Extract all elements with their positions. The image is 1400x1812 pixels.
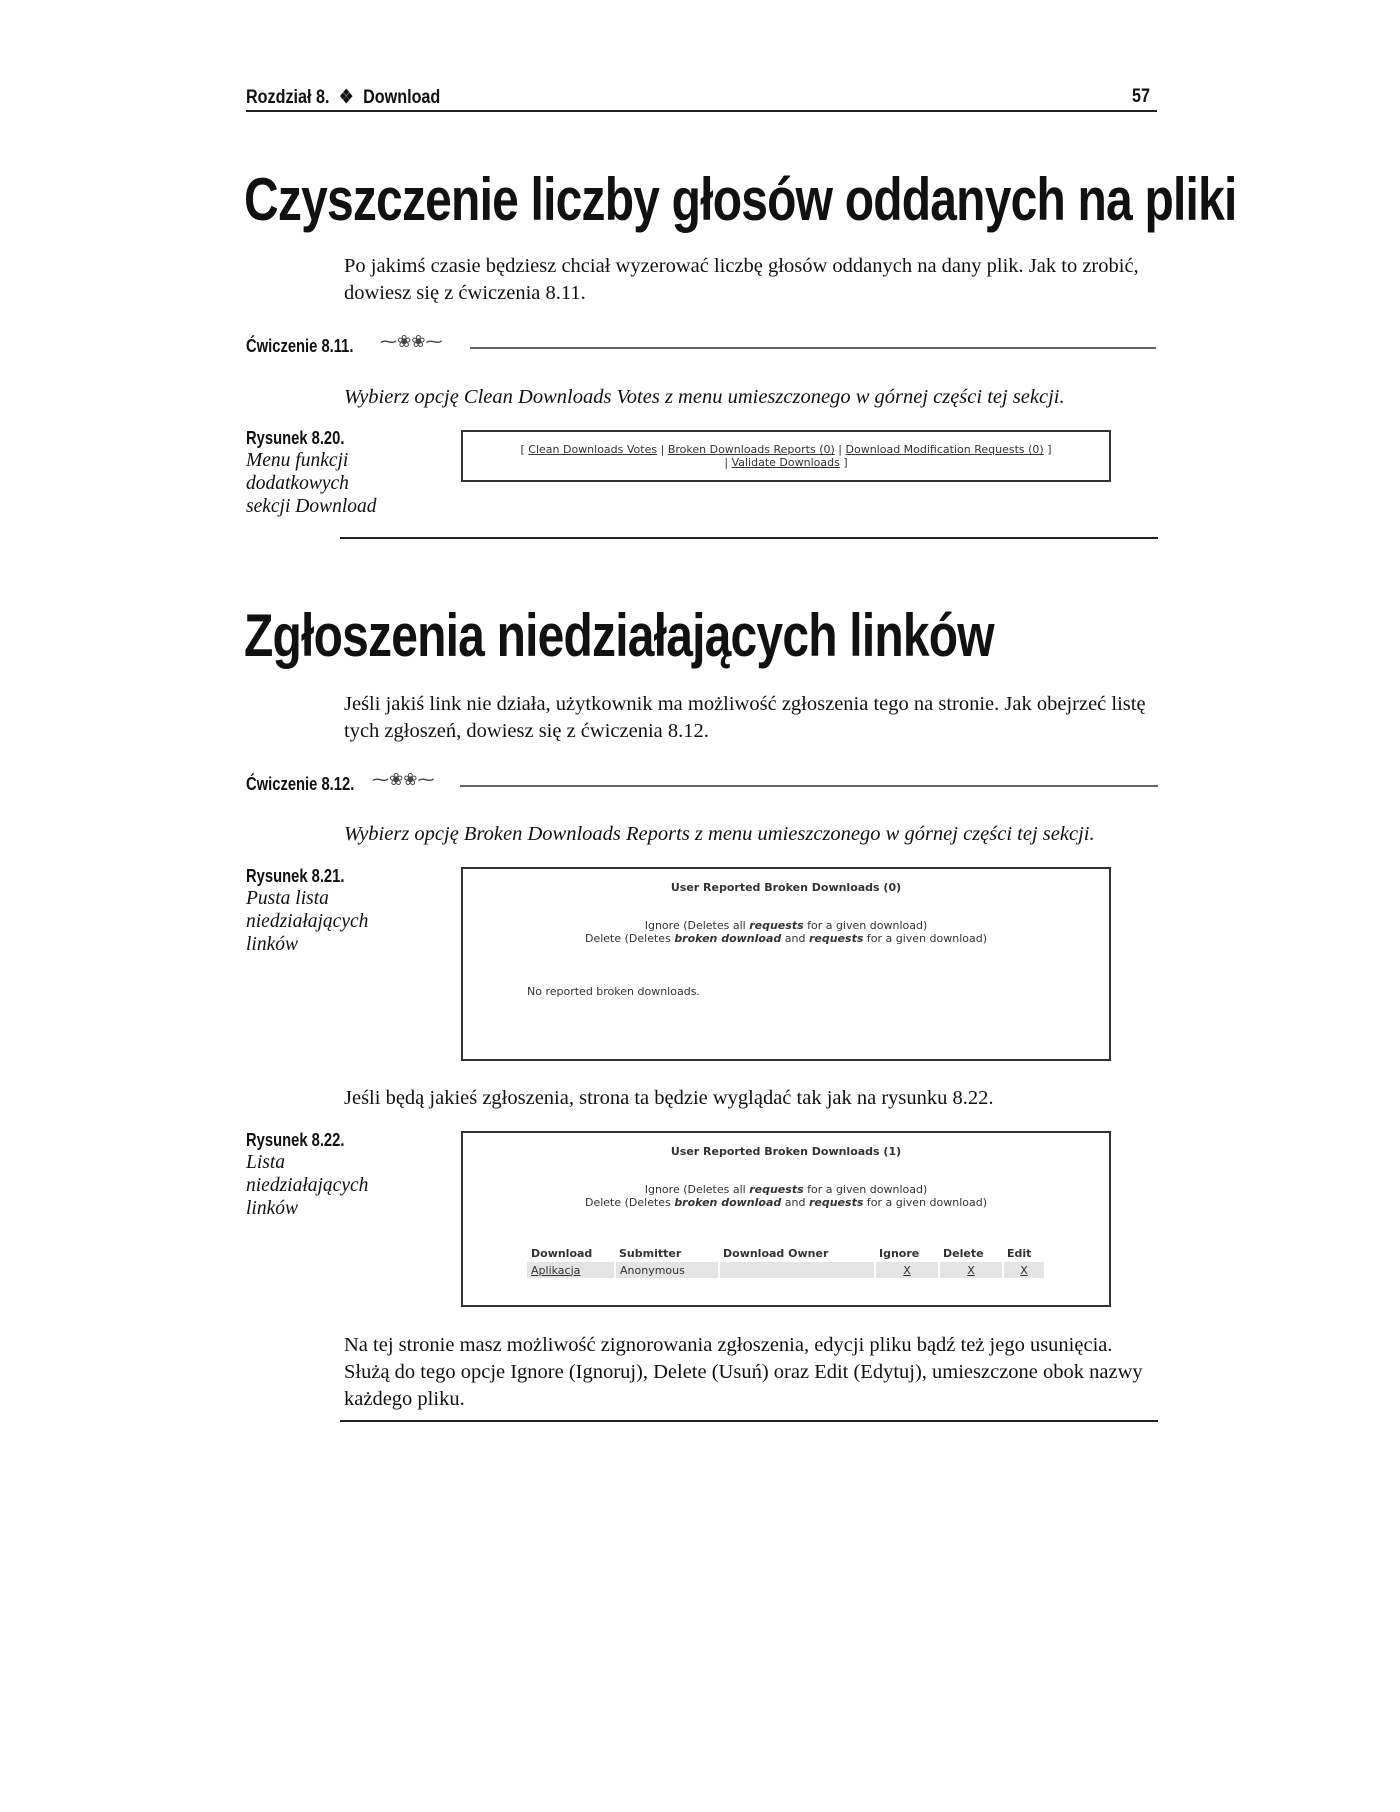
ignore-help-line: Ignore (Deletes all requests for a given download) bbox=[644, 919, 928, 932]
section-heading-broken-links: Zgłoszenia niedziałających linków bbox=[244, 602, 994, 669]
ornament-icon: ⁓❀❀⁓ bbox=[380, 332, 443, 352]
column-header-owner: Download Owner bbox=[723, 1247, 829, 1260]
edit-link[interactable]: X bbox=[1020, 1263, 1028, 1277]
column-header-edit: Edit bbox=[1007, 1247, 1032, 1260]
broken-downloads-list-screenshot bbox=[461, 1131, 1111, 1307]
intro-paragraph-votes: Po jakimś czasie będziesz chciał wyzerować liczbę głosów oddanych na dany plik. Jak to zrobić, dowiesz się z ćwiczenia 8.11. bbox=[344, 255, 1139, 304]
section-divider bbox=[340, 537, 1158, 539]
exercise-label-8-12: Ćwiczenie 8.12. bbox=[246, 774, 355, 794]
figure-caption: Pusta lista niedziałających linków bbox=[246, 888, 369, 955]
exercise-text-8-11: Wybierz opcję Clean Downloads Votes z menu umieszczonego w górnej części tej sekcji. bbox=[344, 386, 1065, 408]
section-label: Download bbox=[363, 87, 441, 108]
exercise-rule bbox=[460, 785, 1158, 787]
figure-number: Rysunek 8.21. bbox=[246, 866, 345, 886]
figure-label-8-20 bbox=[246, 428, 396, 518]
figure-caption: Lista niedziałających linków bbox=[246, 1152, 369, 1219]
between-paragraph: Jeśli będą jakieś zgłoszenia, strona ta będzie wyglądać tak jak na rysunku 8.22. bbox=[344, 1087, 994, 1109]
table-row bbox=[527, 1262, 1045, 1278]
broken-downloads-table bbox=[527, 1245, 1046, 1278]
owner-cell bbox=[719, 1262, 875, 1278]
ornament-icon: ⁓❀❀⁓ bbox=[372, 770, 435, 790]
menu-validate-downloads[interactable]: Validate Downloads bbox=[731, 456, 840, 469]
closing-paragraph: Na tej stronie masz możliwość zignorowania zgłoszenia, edycji pliku bądź też jego usunięcia. Służą do tego opcje Ignore (Ignoruj), Delete (Usuń) oraz Edit (Edytuj), umieszczone obok nazwy każdego pliku. bbox=[344, 1334, 1143, 1410]
section-heading-votes: Czyszczenie liczby głosów oddanych na pliki bbox=[244, 166, 1237, 233]
intro-paragraph-broken: Jeśli jakiś link nie działa, użytkownik ma możliwość zgłoszenia tego na stronie. Jak obejrzeć listę tych zgłoszeń, dowiesz się z ćwiczenia 8.12. bbox=[344, 693, 1146, 742]
empty-list-message: No reported broken downloads. bbox=[527, 985, 700, 998]
ignore-help-line: Ignore (Deletes all requests for a given download) bbox=[644, 1183, 928, 1196]
download-admin-menu-screenshot bbox=[461, 430, 1111, 482]
chapter-label: Rozdział 8. bbox=[246, 87, 330, 108]
menu-download-modification-requests[interactable]: Download Modification Requests (0) bbox=[845, 443, 1044, 456]
exercise-label-8-11: Ćwiczenie 8.11. bbox=[246, 336, 354, 356]
broken-downloads-title: User Reported Broken Downloads (1) bbox=[670, 1145, 902, 1158]
column-header-download: Download bbox=[531, 1247, 593, 1260]
column-header-ignore: Ignore bbox=[879, 1247, 920, 1260]
delete-help-line: Delete (Deletes broken download and requests for a given download) bbox=[585, 1196, 987, 1209]
admin-menu: [ Clean Downloads Votes | Broken Downloads Reports (0) | Download Modification Requests (0) ] bbox=[520, 443, 1052, 456]
figure-caption: Menu funkcji dodatkowych sekcji Download bbox=[246, 450, 377, 517]
figure-label-8-21 bbox=[246, 866, 396, 956]
figure-label-8-22 bbox=[246, 1130, 396, 1220]
download-link[interactable]: Aplikacja bbox=[531, 1263, 581, 1277]
column-header-delete: Delete bbox=[943, 1247, 984, 1260]
menu-broken-downloads-reports[interactable]: Broken Downloads Reports (0) bbox=[667, 443, 835, 456]
exercise-rule bbox=[470, 347, 1156, 349]
header-rule bbox=[246, 110, 1157, 112]
running-header bbox=[246, 86, 1020, 110]
exercise-text-8-12: Wybierz opcję Broken Downloads Reports z menu umieszczonego w górnej części tej sekcji. bbox=[344, 823, 1095, 845]
menu-clean-downloads-votes[interactable]: Clean Downloads Votes bbox=[528, 443, 658, 456]
figure-number: Rysunek 8.22. bbox=[246, 1130, 345, 1150]
admin-menu-row-2: | Validate Downloads ] bbox=[724, 456, 848, 469]
broken-downloads-empty-screenshot bbox=[461, 867, 1111, 1061]
bottom-rule bbox=[340, 1420, 1158, 1422]
page-number: 57 bbox=[1132, 86, 1150, 107]
column-header-submitter: Submitter bbox=[619, 1247, 682, 1260]
delete-help-line: Delete (Deletes broken download and requests for a given download) bbox=[585, 932, 987, 945]
submitter-cell: Anonymous bbox=[615, 1262, 719, 1278]
diamond-icon: ❖ bbox=[339, 87, 354, 108]
figure-number: Rysunek 8.20. bbox=[246, 428, 345, 448]
table-header-row bbox=[527, 1245, 1045, 1262]
ignore-link[interactable]: X bbox=[903, 1263, 911, 1277]
delete-link[interactable]: X bbox=[967, 1263, 975, 1277]
broken-downloads-title: User Reported Broken Downloads (0) bbox=[670, 881, 902, 894]
